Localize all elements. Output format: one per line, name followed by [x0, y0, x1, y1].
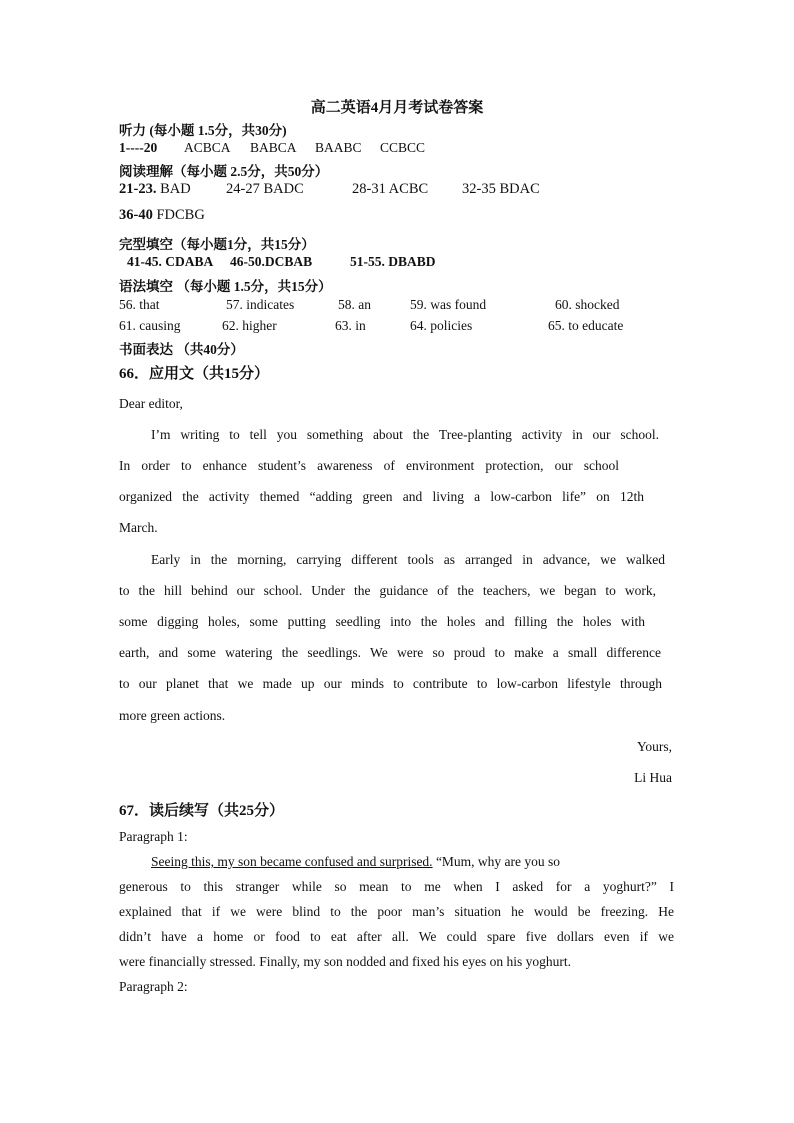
- letter-p1-line1: I’m writing to tell you something about the Tree-planting activity in our school.: [151, 427, 659, 442]
- listening-heading: 听力 (每小题 1.5分，共30分): [119, 123, 287, 138]
- continuation-line3: explained that if we were blind to the poor man’s situation he would be freezing. He: [119, 904, 674, 919]
- listening-answer-1: ACBCA: [184, 140, 231, 155]
- cloze-group-3: 51-55. DBABD: [350, 254, 436, 269]
- letter-p2-line1: Early in the morning, carrying different tools as arranged in advance, we walked: [151, 552, 665, 567]
- letter-p2-line6: more green actions.: [119, 708, 226, 723]
- listening-answer-3: BAABC: [315, 140, 362, 155]
- letter-p2-line2: to the hill behind our school. Under the guidance of the teachers, we began to work,: [119, 583, 656, 598]
- letter-p1-line4: March.: [119, 520, 158, 535]
- reading-answer: BAD: [160, 181, 191, 197]
- letter-p2-line4: earth, and some watering the seedlings. We were so proud to make a small difference: [119, 645, 661, 660]
- reading-group-5: 36-40 FDCBG: [119, 207, 205, 223]
- listening-range: 1----20: [119, 140, 158, 155]
- grammar-answer-63: 63. in: [335, 318, 366, 333]
- cloze-heading: 完型填空（每小题1分，共15分）: [119, 237, 315, 252]
- q67-heading: 67．读后续写（共25分）: [119, 803, 285, 819]
- letter-p1-line2: In order to enhance student’s awareness of environment protection, our school: [119, 458, 619, 473]
- page-title: 高二英语4月月考试卷答案: [310, 100, 484, 116]
- grammar-answer-65: 65. to educate: [548, 318, 624, 333]
- reading-group-3: 28-31 ACBC: [352, 181, 429, 197]
- reading-heading: 阅读理解（每小题 2.5分，共50分）: [119, 164, 329, 179]
- cloze-group-1: 41-45. CDABA: [127, 254, 214, 269]
- continuation-line1-rest: “Mum, why are you so: [432, 854, 561, 869]
- paragraph-1-label: Paragraph 1:: [119, 829, 188, 844]
- underlined-sentence: Seeing this, my son became confused and surprised.: [151, 854, 433, 869]
- continuation-line2: generous to this stranger while so mean to me when I asked for a yoghurt?” I: [119, 879, 674, 894]
- continuation-line1: [151, 854, 560, 870]
- reading-group-1: [119, 181, 191, 198]
- reading-range: 21-23.: [119, 181, 157, 197]
- reading-group-4: 32-35 BDAC: [462, 181, 540, 197]
- grammar-answer-57: 57. indicates: [226, 297, 295, 312]
- grammar-answer-62: 62. higher: [222, 318, 277, 333]
- continuation-line5: were financially stressed. Finally, my son nodded and fixed his eyes on his yoghurt.: [119, 954, 572, 969]
- grammar-answer-60: 60. shocked: [555, 297, 620, 312]
- letter-salutation: Dear editor,: [119, 396, 183, 411]
- writing-heading: 书面表达 （共40分）: [119, 342, 244, 357]
- listening-answer-2: BABCA: [250, 140, 297, 155]
- letter-p2-line5: to our planet that we made up our minds to contribute to low-carbon lifestyle through: [119, 676, 662, 691]
- q66-heading: 66．应用文（共15分）: [119, 366, 270, 382]
- listening-answer-4: CCBCC: [380, 140, 426, 155]
- grammar-answer-61: 61. causing: [119, 318, 181, 333]
- continuation-line4: didn’t have a home or food to eat after all. We could spare five dollars even if we: [119, 929, 674, 944]
- letter-p2-line3: some digging holes, some putting seedling into the holes and filling the holes with: [119, 614, 645, 629]
- grammar-answer-64: 64. policies: [410, 318, 473, 333]
- grammar-answer-56: 56. that: [119, 297, 160, 312]
- grammar-answer-59: 59. was found: [410, 297, 487, 312]
- paragraph-2-label: Paragraph 2:: [119, 979, 188, 994]
- letter-signature: Li Hua: [634, 770, 672, 785]
- reading-group-2: 24-27 BADC: [226, 181, 304, 197]
- letter-closing: Yours,: [636, 739, 672, 754]
- grammar-heading: 语法填空 （每小题 1.5分，共15分）: [119, 279, 332, 294]
- grammar-answer-58: 58. an: [338, 297, 371, 312]
- cloze-group-2: 46-50.DCBAB: [230, 254, 313, 269]
- letter-p1-line3: organized the activity themed “adding green and living a low-carbon life” on 12th: [119, 489, 644, 504]
